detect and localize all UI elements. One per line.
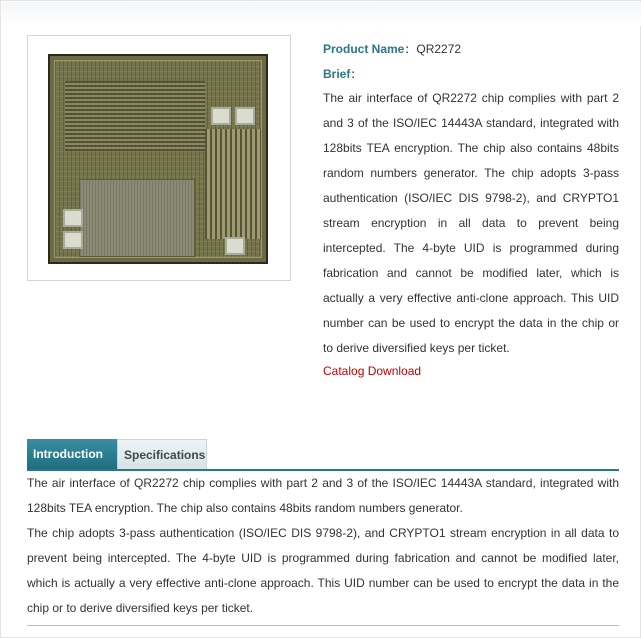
product-image (27, 35, 291, 281)
detail-tabs (27, 439, 619, 469)
top-shade (2, 2, 641, 26)
chip-logic-region (205, 129, 261, 239)
brief-text: The air interface of QR2272 chip complies with part 2 and 3 of the ISO/IEC 14443A standard, integrated with 128bits TEA encryption. The chip also contains 48bits random numbers generator. The chip adopts 3-pass authentication (ISO/IEC DIS 9798-2), and CRYPTO1 stream encryption in all data to prevent being intercepted. The 4-byte UID is programmed during fabrication and cannot be modified later, which is actually a very effective anti-clone approach. This UID number can be used to encrypt the data in the chip or to derive diversified keys per ticket. (323, 91, 619, 355)
introduction-content (27, 471, 619, 621)
introduction-paragraph: The chip adopts 3-pass authentication (ISO/IEC DIS 9798-2), and CRYPTO1 stream encryption in all data to prevent being intercepted. The 4-byte UID is programmed during fabrication and cannot be modified later, which is actually a very effective anti-clone approach. This UID number can be used to encrypt the data in the chip or to derive diversified keys per ticket. (27, 526, 619, 615)
chip-pad (63, 209, 83, 227)
chip-pad (63, 231, 83, 249)
divider (27, 625, 619, 626)
chip-die-image (48, 54, 268, 264)
chip-pad (235, 107, 255, 125)
chip-pad (211, 107, 231, 125)
product-name-value: QR2272 (416, 42, 462, 56)
tab-introduction[interactable]: Introduction (27, 439, 117, 469)
chip-die-surface (54, 60, 262, 258)
brief-label: Brief： (323, 67, 363, 81)
chip-pad (225, 237, 245, 255)
tab-specifications[interactable]: Specifications (117, 439, 207, 469)
chip-memory-region (79, 179, 195, 257)
chip-bus-region (65, 81, 205, 151)
product-name-label: Product Name： (323, 42, 417, 56)
catalog-download-link[interactable]: Catalog Download (323, 364, 422, 378)
introduction-paragraph: The air interface of QR2272 chip complies with part 2 and 3 of the ISO/IEC 14443A standard, integrated with 128bits TEA encryption. The chip also contains 48bits random numbers generator. (27, 476, 619, 515)
product-name-row (323, 40, 461, 58)
